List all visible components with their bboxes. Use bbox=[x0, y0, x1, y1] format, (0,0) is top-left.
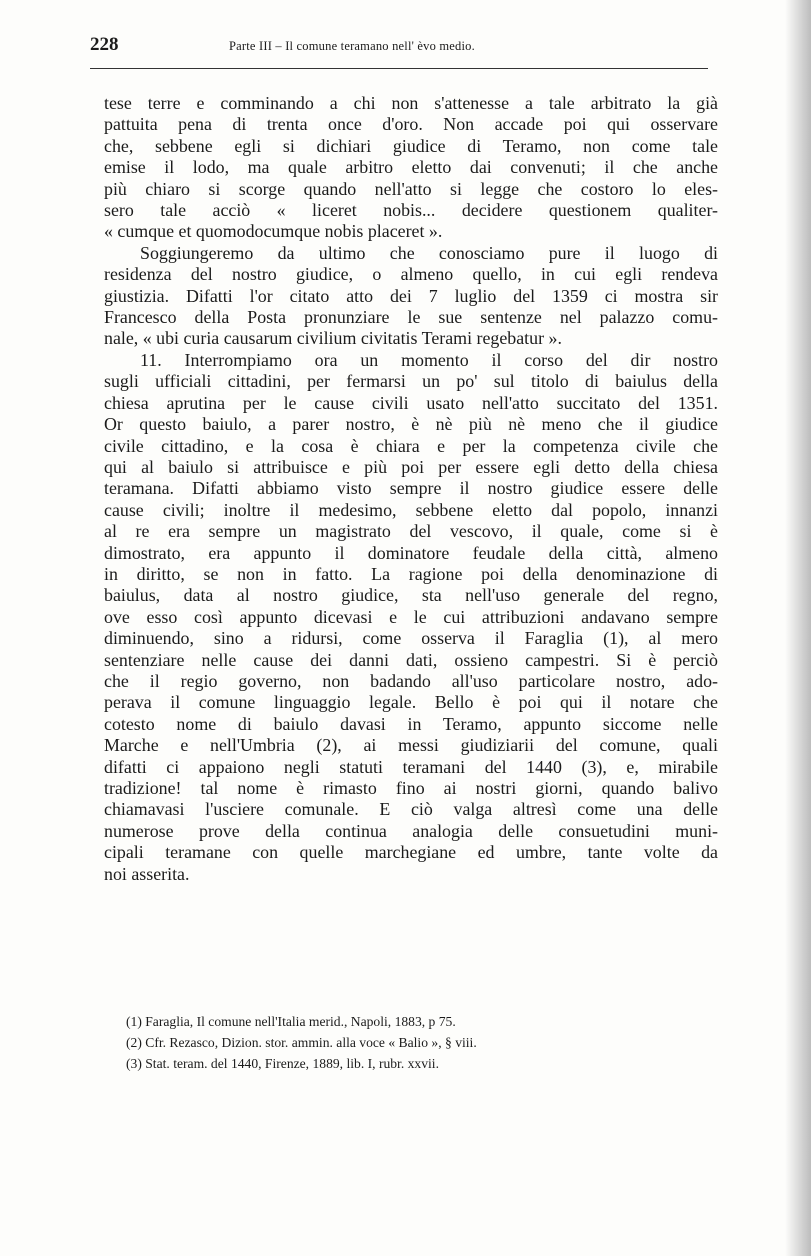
text-line: chiamavasi l'usciere comunale. E ciò valga altresì come una delle bbox=[104, 799, 718, 820]
text-line: qui al baiulo si attribuisce e più poi per essere egli detto della chiesa bbox=[104, 456, 718, 477]
text-line: chiesa aprutina per le cause civili usato nell'atto succitato del 1351. bbox=[104, 392, 718, 413]
text-line: emise il lodo, ma quale arbitro eletto dai convenuti; il che anche bbox=[104, 157, 718, 178]
text-line: residenza del nostro giudice, o almeno quello, in cui egli rendeva bbox=[104, 264, 718, 285]
text-line: perava il comune linguaggio legale. Bello è poi qui il notare che bbox=[104, 692, 718, 713]
text-line: che il regio governo, non badando all'uso particolare nostro, ado- bbox=[104, 670, 718, 691]
text-line: numerose prove della continua analogia delle consuetudini muni- bbox=[104, 820, 718, 841]
text-line: Marche e nell'Umbria (2), ai messi giudiziarii del comune, quali bbox=[104, 735, 718, 756]
text-line: Or questo baiulo, a parer nostro, è nè più nè meno che il giudice bbox=[104, 414, 718, 435]
text-line: teramana. Difatti abbiamo visto sempre il nostro giudice essere delle bbox=[104, 478, 718, 499]
text-line: al re era sempre un magistrato del vescovo, il quale, come si è bbox=[104, 521, 718, 542]
text-line: dimostrato, era appunto il dominatore feudale della città, almeno bbox=[104, 542, 718, 563]
text-line: cause civili; inoltre il medesimo, sebbene eletto dal popolo, innanzi bbox=[104, 499, 718, 520]
text-line: difatti ci appaiono negli statuti teramani del 1440 (3), e, mirabile bbox=[104, 756, 718, 777]
text-line: più chiaro si scorge quando nell'atto si legge che costoro lo eles- bbox=[104, 178, 718, 199]
text-line: in diritto, se non in fatto. La ragione poi della denominazione di bbox=[104, 563, 718, 584]
footnotes bbox=[126, 1011, 686, 1075]
running-title: Parte III – Il comune teramano nell' èvo medio. bbox=[229, 39, 475, 53]
text-line: giustizia. Difatti l'or citato atto dei 7 luglio del 1359 ci mostra sir bbox=[104, 285, 718, 306]
header-rule bbox=[90, 68, 708, 69]
text-line: cipali teramane con quelle marchegiane ed umbre, tante volte da bbox=[104, 842, 718, 863]
text-line: diminuendo, sino a ridursi, come osserva il Faraglia (1), al mero bbox=[104, 628, 718, 649]
text-line: nale, « ubi curia causarum civilium civitatis Terami regebatur ». bbox=[104, 328, 562, 349]
text-line: tradizione! tal nome è rimasto fino ai nostri giorni, quando balivo bbox=[104, 778, 718, 798]
footnote: (1) Faraglia, Il comune nell'Italia merid., Napoli, 1883, p 75. bbox=[126, 1014, 456, 1029]
text-line: cotesto nome di baiulo davasi in Teramo, appunto siccome nelle bbox=[104, 713, 718, 734]
text-line: sugli ufficiali cittadini, per fermarsi un po' sul titolo di baiulus della bbox=[104, 371, 718, 392]
text-line: che, sebbene egli si dichiari giudice di Teramo, non come tale bbox=[104, 135, 718, 156]
text-line: Soggiungeremo da ultimo che conosciamo pure il luogo di bbox=[140, 242, 718, 263]
text-line: baiulus, data al nostro giudice, sta nell'uso generale del regno, bbox=[104, 585, 718, 606]
text-line: pattuita pena di trenta once d'oro. Non accade poi qui osservare bbox=[104, 114, 718, 135]
text-line: ove esso così appunto dicevasi e le cui attribuzioni andavano sempre bbox=[104, 606, 718, 627]
page-header bbox=[90, 34, 710, 58]
text-line: Francesco della Posta pronunziare le sue sentenze nel palazzo comu- bbox=[104, 307, 718, 328]
footnote: (3) Stat. teram. del 1440, Firenze, 1889, lib. I, rubr. xxvii. bbox=[126, 1056, 439, 1072]
page-edge-shadow bbox=[785, 0, 811, 1256]
text-line: tese terre e comminando a chi non s'attenesse a tale arbitrato la già bbox=[104, 93, 718, 113]
text-line: sentenziare nelle cause dei danni dati, ossieno campestri. Si è perciò bbox=[104, 649, 718, 670]
text-line: « cumque et quomodocumque nobis placeret ». bbox=[104, 221, 443, 242]
text-line: noi asserita. bbox=[104, 863, 190, 884]
page-number: 228 bbox=[90, 34, 119, 55]
body-text bbox=[104, 93, 718, 885]
text-line: 11. Interrompiamo ora un momento il corso del dir nostro bbox=[140, 349, 718, 370]
footnote: (2) Cfr. Rezasco, Dizion. stor. ammin. alla voce « Balio », § viii. bbox=[126, 1035, 477, 1051]
text-line: civile cittadino, e la cosa è chiara e per la competenza civile che bbox=[104, 435, 718, 456]
text-line: sero tale acciò « liceret nobis... decidere questionem qualiter- bbox=[104, 200, 718, 221]
